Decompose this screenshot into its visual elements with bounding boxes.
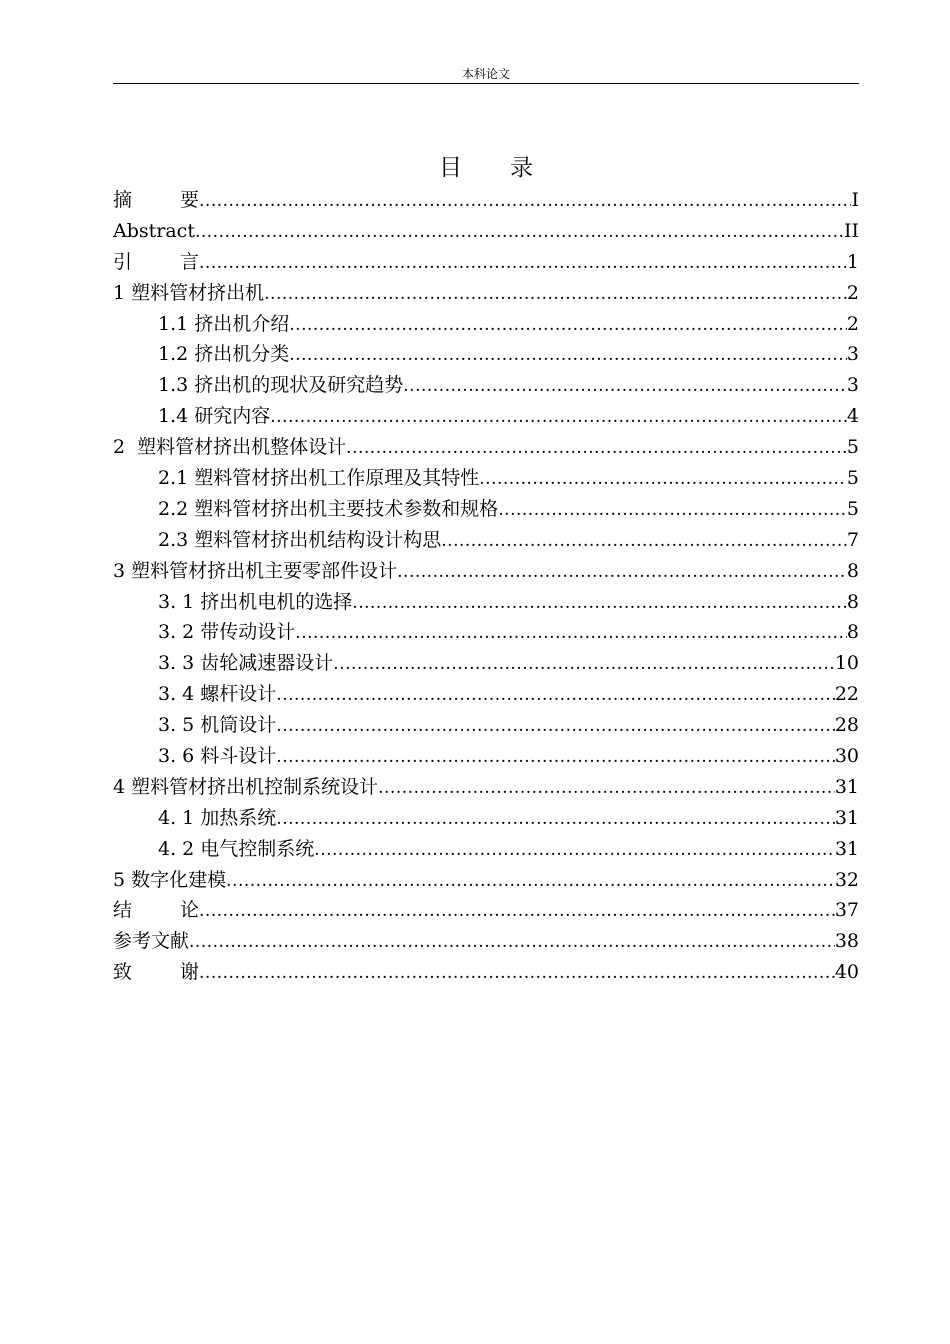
toc-leader-dots <box>189 927 835 957</box>
toc-entry-page: 8 <box>846 559 859 582</box>
toc-leader-dots <box>264 279 847 309</box>
toc-entry-page: 30 <box>834 745 859 768</box>
toc-entry-label: 3. 4 螺杆设计 <box>158 683 277 706</box>
toc-entry-label: 4. 2 电气控制系统 <box>158 837 315 860</box>
toc-entry-label: 引 言 <box>113 250 200 273</box>
toc-entry-label: 2.2 塑料管材挤出机主要技术参数和规格 <box>158 497 499 520</box>
toc-entry-section-4-1[interactable] <box>113 803 859 834</box>
toc-leader-dots <box>226 866 835 896</box>
toc-leader-dots <box>195 217 844 247</box>
toc-entry-page: 5 <box>846 467 859 490</box>
toc-entry-introduction[interactable] <box>113 247 859 278</box>
toc-entry-label: Abstract <box>113 219 195 242</box>
toc-entry-page: 38 <box>834 930 859 953</box>
toc-entry-label: 1.1 挤出机介绍 <box>158 312 290 335</box>
toc-leader-dots <box>378 773 835 803</box>
toc-entry-label: 5 数字化建模 <box>113 868 227 891</box>
toc-leader-dots <box>276 742 835 772</box>
toc-leader-dots <box>289 340 847 370</box>
toc-entry-section-1-3[interactable] <box>113 370 859 401</box>
toc-entry-references[interactable] <box>113 926 859 957</box>
toc-leader-dots <box>314 835 835 865</box>
toc-entry-page: 3 <box>846 343 859 366</box>
toc-entry-page: 10 <box>834 652 859 675</box>
toc-title-char-2: 录 <box>510 155 533 181</box>
toc-entry-section-1-1[interactable] <box>113 309 859 340</box>
toc-entry-section-3-2[interactable] <box>113 617 859 648</box>
toc-entry-label: 致 谢 <box>113 961 200 984</box>
toc-entry-section-4-2[interactable] <box>113 834 859 865</box>
toc-entry-page: 31 <box>834 775 859 798</box>
toc-leader-dots <box>479 464 847 494</box>
toc-entry-label: 4. 1 加热系统 <box>158 806 277 829</box>
toc-entry-label: 2.1 塑料管材挤出机工作原理及其特性 <box>158 467 480 490</box>
toc-entry-page: II <box>843 219 859 242</box>
toc-entry-section-3-5[interactable] <box>113 710 859 741</box>
toc-entry-chapter-4[interactable] <box>113 772 859 803</box>
toc-entry-page: 37 <box>834 899 859 922</box>
toc-entry-page: 1 <box>846 250 859 273</box>
toc-entry-label: 摘 要 <box>113 189 200 211</box>
toc-leader-dots <box>498 495 847 525</box>
toc-entry-page: I <box>851 189 859 211</box>
toc-entry-label: 3 塑料管材挤出机主要零部件设计 <box>113 559 398 582</box>
toc-leader-dots <box>276 711 835 741</box>
toc-entry-abstract-cn[interactable] <box>113 185 859 216</box>
header-rule <box>113 83 859 84</box>
toc-title <box>113 152 859 184</box>
toc-leader-dots <box>441 526 847 556</box>
toc-entry-page: 8 <box>846 621 859 644</box>
toc-leader-dots <box>397 557 847 587</box>
toc-entry-label: 1.3 挤出机的现状及研究趋势 <box>158 374 404 397</box>
toc-entry-label: 1 塑料管材挤出机 <box>113 281 265 304</box>
toc-entry-label: 3. 3 齿轮减速器设计 <box>158 652 334 675</box>
toc-leader-dots <box>270 402 847 432</box>
toc-entry-section-1-4[interactable] <box>113 401 859 432</box>
toc-entry-label: 结 论 <box>113 899 200 922</box>
toc-leader-dots <box>199 248 847 278</box>
running-header: 本科论文 <box>461 67 510 81</box>
toc-entry-page: 8 <box>846 590 859 613</box>
toc-entry-page: 2 <box>846 281 859 304</box>
toc-entry-page: 5 <box>846 436 859 459</box>
toc-entry-label: 3. 5 机筒设计 <box>158 714 277 737</box>
toc-entry-label: 2 塑料管材挤出机整体设计 <box>113 436 347 459</box>
toc-leader-dots <box>199 186 851 216</box>
toc-entry-section-2-3[interactable] <box>113 525 859 556</box>
toc-entry-page: 7 <box>846 528 859 551</box>
toc-entry-abstract-en[interactable] <box>113 216 859 247</box>
toc-entry-chapter-1[interactable] <box>113 278 859 309</box>
toc-entry-label: 1.2 挤出机分类 <box>158 343 290 366</box>
toc-entry-label: 3. 6 料斗设计 <box>158 745 277 768</box>
toc-entry-section-3-6[interactable] <box>113 741 859 772</box>
toc-leader-dots <box>352 588 847 618</box>
toc-leader-dots <box>295 618 847 648</box>
toc-entry-page: 31 <box>834 806 859 829</box>
toc-entry-section-3-1[interactable] <box>113 587 859 618</box>
toc-leader-dots <box>199 958 835 988</box>
toc-leader-dots <box>199 896 835 926</box>
toc-entry-page: 3 <box>846 374 859 397</box>
toc-leader-dots <box>276 804 835 834</box>
toc-entry-section-2-2[interactable] <box>113 494 859 525</box>
toc-entry-label: 3. 1 挤出机电机的选择 <box>158 590 353 613</box>
toc-entry-label: 3. 2 带传动设计 <box>158 621 296 644</box>
toc-entry-page: 32 <box>834 868 859 891</box>
toc-entry-label: 参考文献 <box>113 930 190 953</box>
toc-entry-conclusion[interactable] <box>113 895 859 926</box>
toc-entry-section-2-1[interactable] <box>113 463 859 494</box>
toc-entry-section-3-3[interactable] <box>113 648 859 679</box>
toc-entry-chapter-2[interactable] <box>113 432 859 463</box>
toc-entry-page: 2 <box>846 312 859 335</box>
toc-entry-page: 4 <box>846 405 859 428</box>
toc-title-char-1: 目 <box>439 155 462 181</box>
toc-leader-dots <box>333 649 835 679</box>
toc-entry-section-3-4[interactable] <box>113 679 859 710</box>
toc-leader-dots <box>289 310 847 340</box>
toc-leader-dots <box>276 680 835 710</box>
toc-entry-page: 40 <box>834 961 859 984</box>
toc-list <box>113 185 859 988</box>
toc-entry-chapter-3[interactable] <box>113 556 859 587</box>
toc-entry-label: 4 塑料管材挤出机控制系统设计 <box>113 775 379 798</box>
toc-entry-page: 22 <box>834 683 859 706</box>
toc-entry-section-1-2[interactable] <box>113 339 859 370</box>
toc-entry-label: 1.4 研究内容 <box>158 405 271 428</box>
toc-entry-page: 5 <box>846 497 859 520</box>
toc-entry-acknowledgements[interactable] <box>113 957 859 988</box>
toc-leader-dots <box>403 371 847 401</box>
toc-entry-page: 31 <box>834 837 859 860</box>
toc-entry-label: 2.3 塑料管材挤出机结构设计构思 <box>158 528 442 551</box>
toc-entry-page: 28 <box>834 714 859 737</box>
toc-leader-dots <box>346 433 847 463</box>
toc-entry-chapter-5[interactable] <box>113 865 859 896</box>
